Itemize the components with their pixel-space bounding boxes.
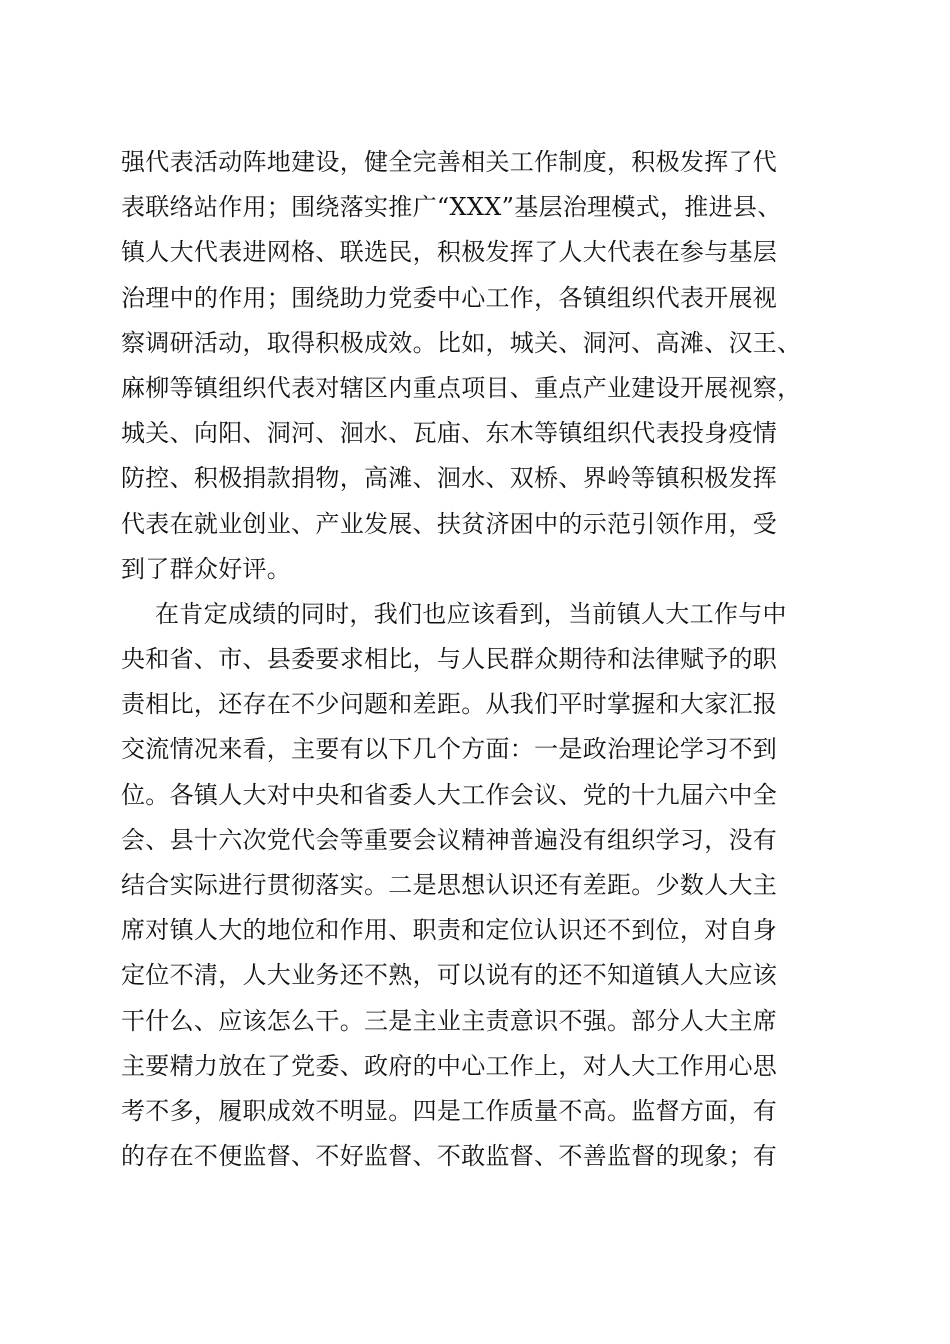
text-line: 镇人大代表进网格、联选民，积极发挥了人大代表在参与基层 bbox=[121, 238, 778, 267]
text-line: 交流情况来看，主要有以下几个方面：一是政治理论学习不到 bbox=[121, 735, 778, 764]
text-line: 治理中的作用；围绕助力党委中心工作，各镇组织代表开展视 bbox=[121, 283, 778, 312]
text-line: 考不多，履职成效不明显。四是工作质量不高。监督方面，有 bbox=[121, 1096, 778, 1125]
text-line: 表联络站作用；围绕落实推广“XXX”基层治理模式，推进县、 bbox=[121, 193, 782, 222]
text-line: 结合实际进行贯彻落实。二是思想认识还有差距。少数人大主 bbox=[121, 871, 778, 899]
body-text bbox=[121, 140, 831, 1179]
text-line: 麻柳等镇组织代表对辖区内重点项目、重点产业建设开展视察， bbox=[121, 373, 802, 402]
text-line: 到了群众好评。 bbox=[121, 554, 292, 583]
text-line: 代表在就业创业、产业发展、扶贫济困中的示范引领作用，受 bbox=[121, 509, 778, 538]
paragraph-1 bbox=[121, 140, 831, 592]
text-line: 会、县十六次党代会等重要会议精神普遍没有组织学习，没有 bbox=[121, 825, 778, 854]
text-line: 察调研活动，取得积极成效。比如，城关、洞河、高滩、汉王、 bbox=[121, 328, 802, 357]
text-line: 主要精力放在了党委、政府的中心工作上，对人大工作用心思 bbox=[121, 1051, 778, 1080]
text-line: 定位不清，人大业务还不熟，可以说有的还不知道镇人大应该 bbox=[121, 961, 778, 990]
text-line: 位。各镇人大对中央和省委人大工作会议、党的十九届六中全 bbox=[121, 780, 778, 809]
text-line: 责相比，还存在不少问题和差距。从我们平时掌握和大家汇报 bbox=[121, 690, 778, 719]
text-line: 在肯定成绩的同时，我们也应该看到，当前镇人大工作与中 bbox=[155, 599, 787, 628]
paragraph-2 bbox=[121, 592, 831, 1179]
text-line: 的存在不便监督、不好监督、不敢监督、不善监督的现象；有 bbox=[121, 1142, 778, 1171]
text-line: 防控、积极捐款捐物，高滩、洄水、双桥、界岭等镇积极发挥 bbox=[121, 464, 778, 493]
text-line: 强代表活动阵地建设，健全完善相关工作制度，积极发挥了代 bbox=[121, 148, 778, 176]
text-line: 席对镇人大的地位和作用、职责和定位认识还不到位，对自身 bbox=[121, 916, 778, 945]
text-line: 干什么、应该怎么干。三是主业主责意识不强。部分人大主席 bbox=[121, 1006, 778, 1035]
text-line: 城关、向阳、洞河、洄水、瓦庙、东木等镇组织代表投身疫情 bbox=[121, 419, 778, 448]
text-line: 央和省、市、县委要求相比，与人民群众期待和法律赋予的职 bbox=[121, 645, 778, 674]
